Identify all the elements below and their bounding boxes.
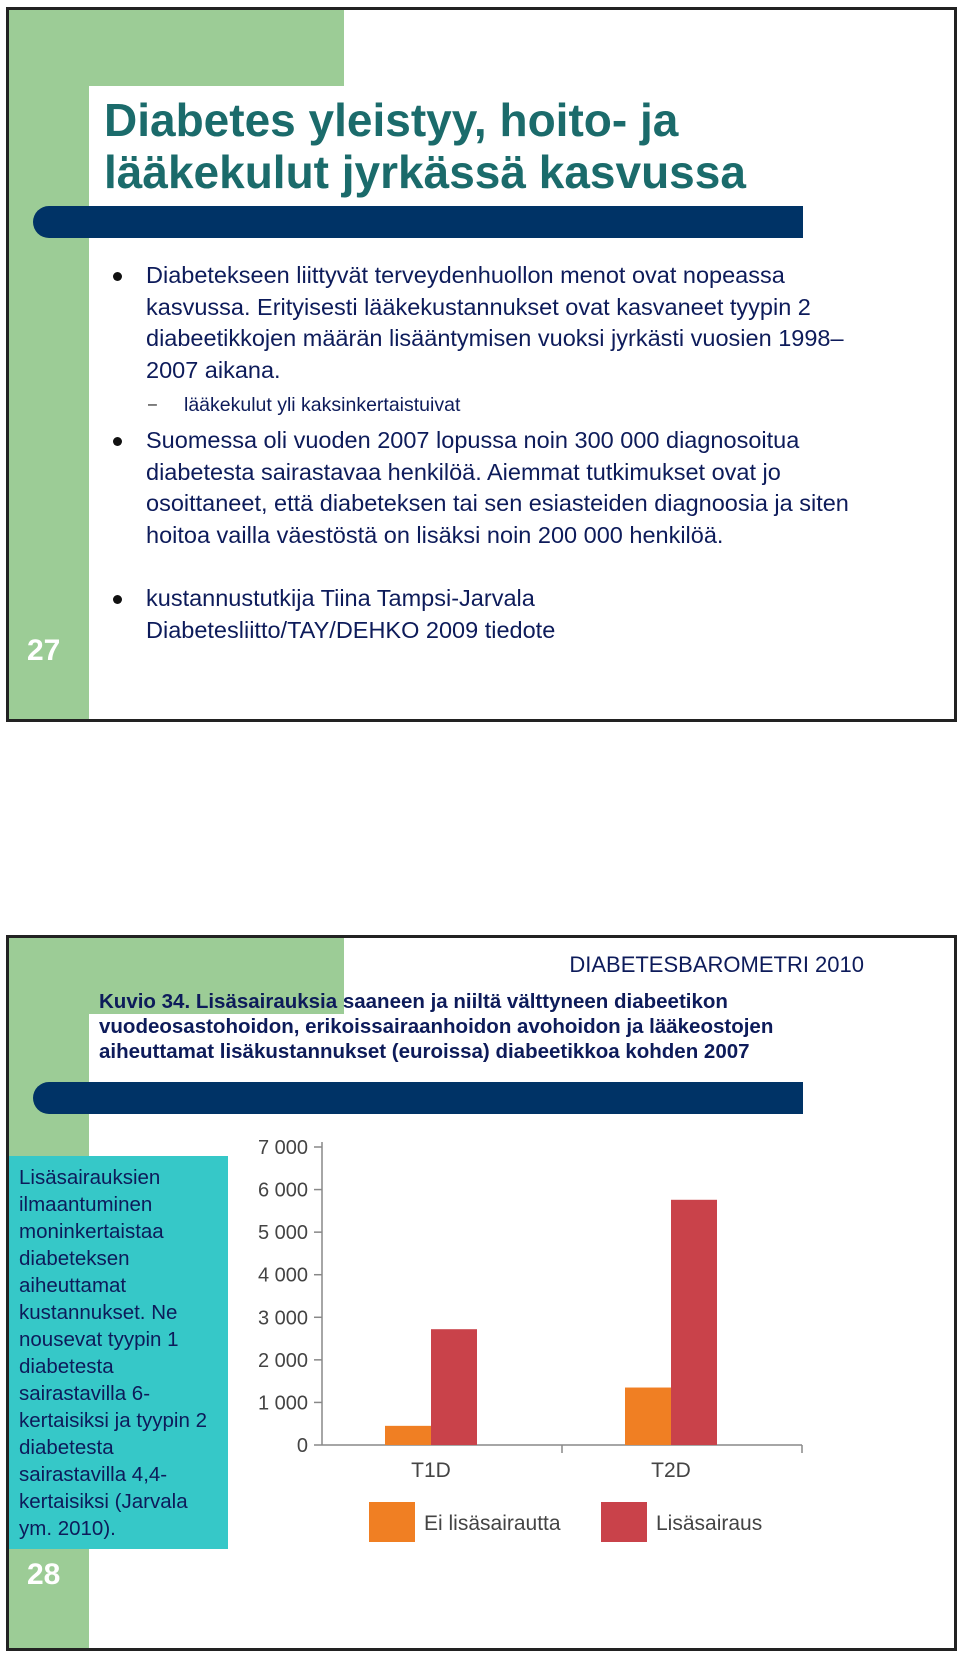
legend-swatch [369,1502,415,1542]
slide-number: 27 [27,634,61,667]
bullet-list [104,260,894,646]
bar-t2d-no-complication [625,1388,671,1445]
bullet-prevalence: Suomessa oli vuoden 2007 lopussa noin 300 000 diagnosoitua diabetesta sairastavaa henkilöä. Aiemmat tutkimukset ovat jo osoittaneet, että diabeteksen tai sen esiasteiden diagnoosia ja siten hoitoa vailla väestöstä on lisäksi noin 200 000 henkilöä. [104,425,894,551]
y-tick-label: 5 000 [257,1222,308,1245]
report-header: DIABETESBAROMETRI 2010 [569,952,864,977]
figure-caption: Kuvio 34. Lisäsairauksia saaneen ja niiltä välttyneen diabeetikon vuodeosastohoidon, erikoissairaanhoidon avohoidon ja lääkeostojen aiheuttamat lisäkustannukset (euroissa) diabeetikkoa kohden 2007 [99,990,774,1063]
y-tick-label: 4 000 [257,1264,308,1287]
cost-bar-chart [229,1112,829,1577]
slide-27 [6,7,957,722]
bullet-source [104,583,894,646]
bullet-costs: Diabetekseen liittyvät terveydenhuollon menot ovat nopeassa kasvussa. Erityisesti lääkekustannukset ovat kasvaneet tyypin 2 diabeetikkojen määrän lisääntymisen vuoksi jyrkästi vuosien 1998–2007 aikana. [104,260,894,386]
bar-t1d-no-complication [385,1426,431,1445]
bar-t2d-complication [671,1200,717,1445]
caption-divider-bar [33,1082,803,1114]
x-tick-label: T2D [651,1459,691,1482]
y-tick-label: 2 000 [257,1349,308,1372]
x-tick-label: T1D [411,1459,451,1482]
title-divider-bar [33,206,803,238]
source-publication: Diabetesliitto/TAY/DEHKO 2009 tiedote [146,616,556,643]
title-line-1: Diabetes yleistyy, hoito- ja [104,94,679,146]
title-line-2: lääkekulut jyrkässä kasvussa [104,146,746,198]
note-text: Lisäsairauksien ilmaantuminen moninkertaistaa diabeteksen aiheuttamat kustannukset. Ne nousevat tyypin 1 diabetesta sairastavilla 6-kertaisiksi ja tyypin 2 diabetesta sairastavilla 4,4-kertaisiksi (Jarvala ym. 2010). [19,1166,207,1540]
y-tick-label: 7 000 [257,1137,308,1159]
legend-label: Lisäsairaus [656,1512,763,1535]
sub-bullet-drug-costs: – lääkekulut yli kaksinkertaistuivat [104,391,894,419]
y-tick-label: 6 000 [257,1179,308,1202]
bar-t1d-complication [431,1329,477,1445]
source-author: kustannustutkija Tiina Tampsi-Jarvala [146,585,535,611]
green-side-strip [9,10,89,719]
y-tick-label: 3 000 [257,1307,308,1330]
green-corner-tab [9,10,344,86]
slide-28 [6,935,957,1651]
y-tick-label: 0 [296,1435,308,1457]
legend-swatch [601,1502,647,1542]
y-tick-label: 1 000 [257,1392,308,1415]
slide-title [104,94,746,198]
legend-label: Ei lisäsairautta [424,1512,561,1535]
note-box [9,1156,228,1549]
slide-number: 28 [27,1558,61,1591]
